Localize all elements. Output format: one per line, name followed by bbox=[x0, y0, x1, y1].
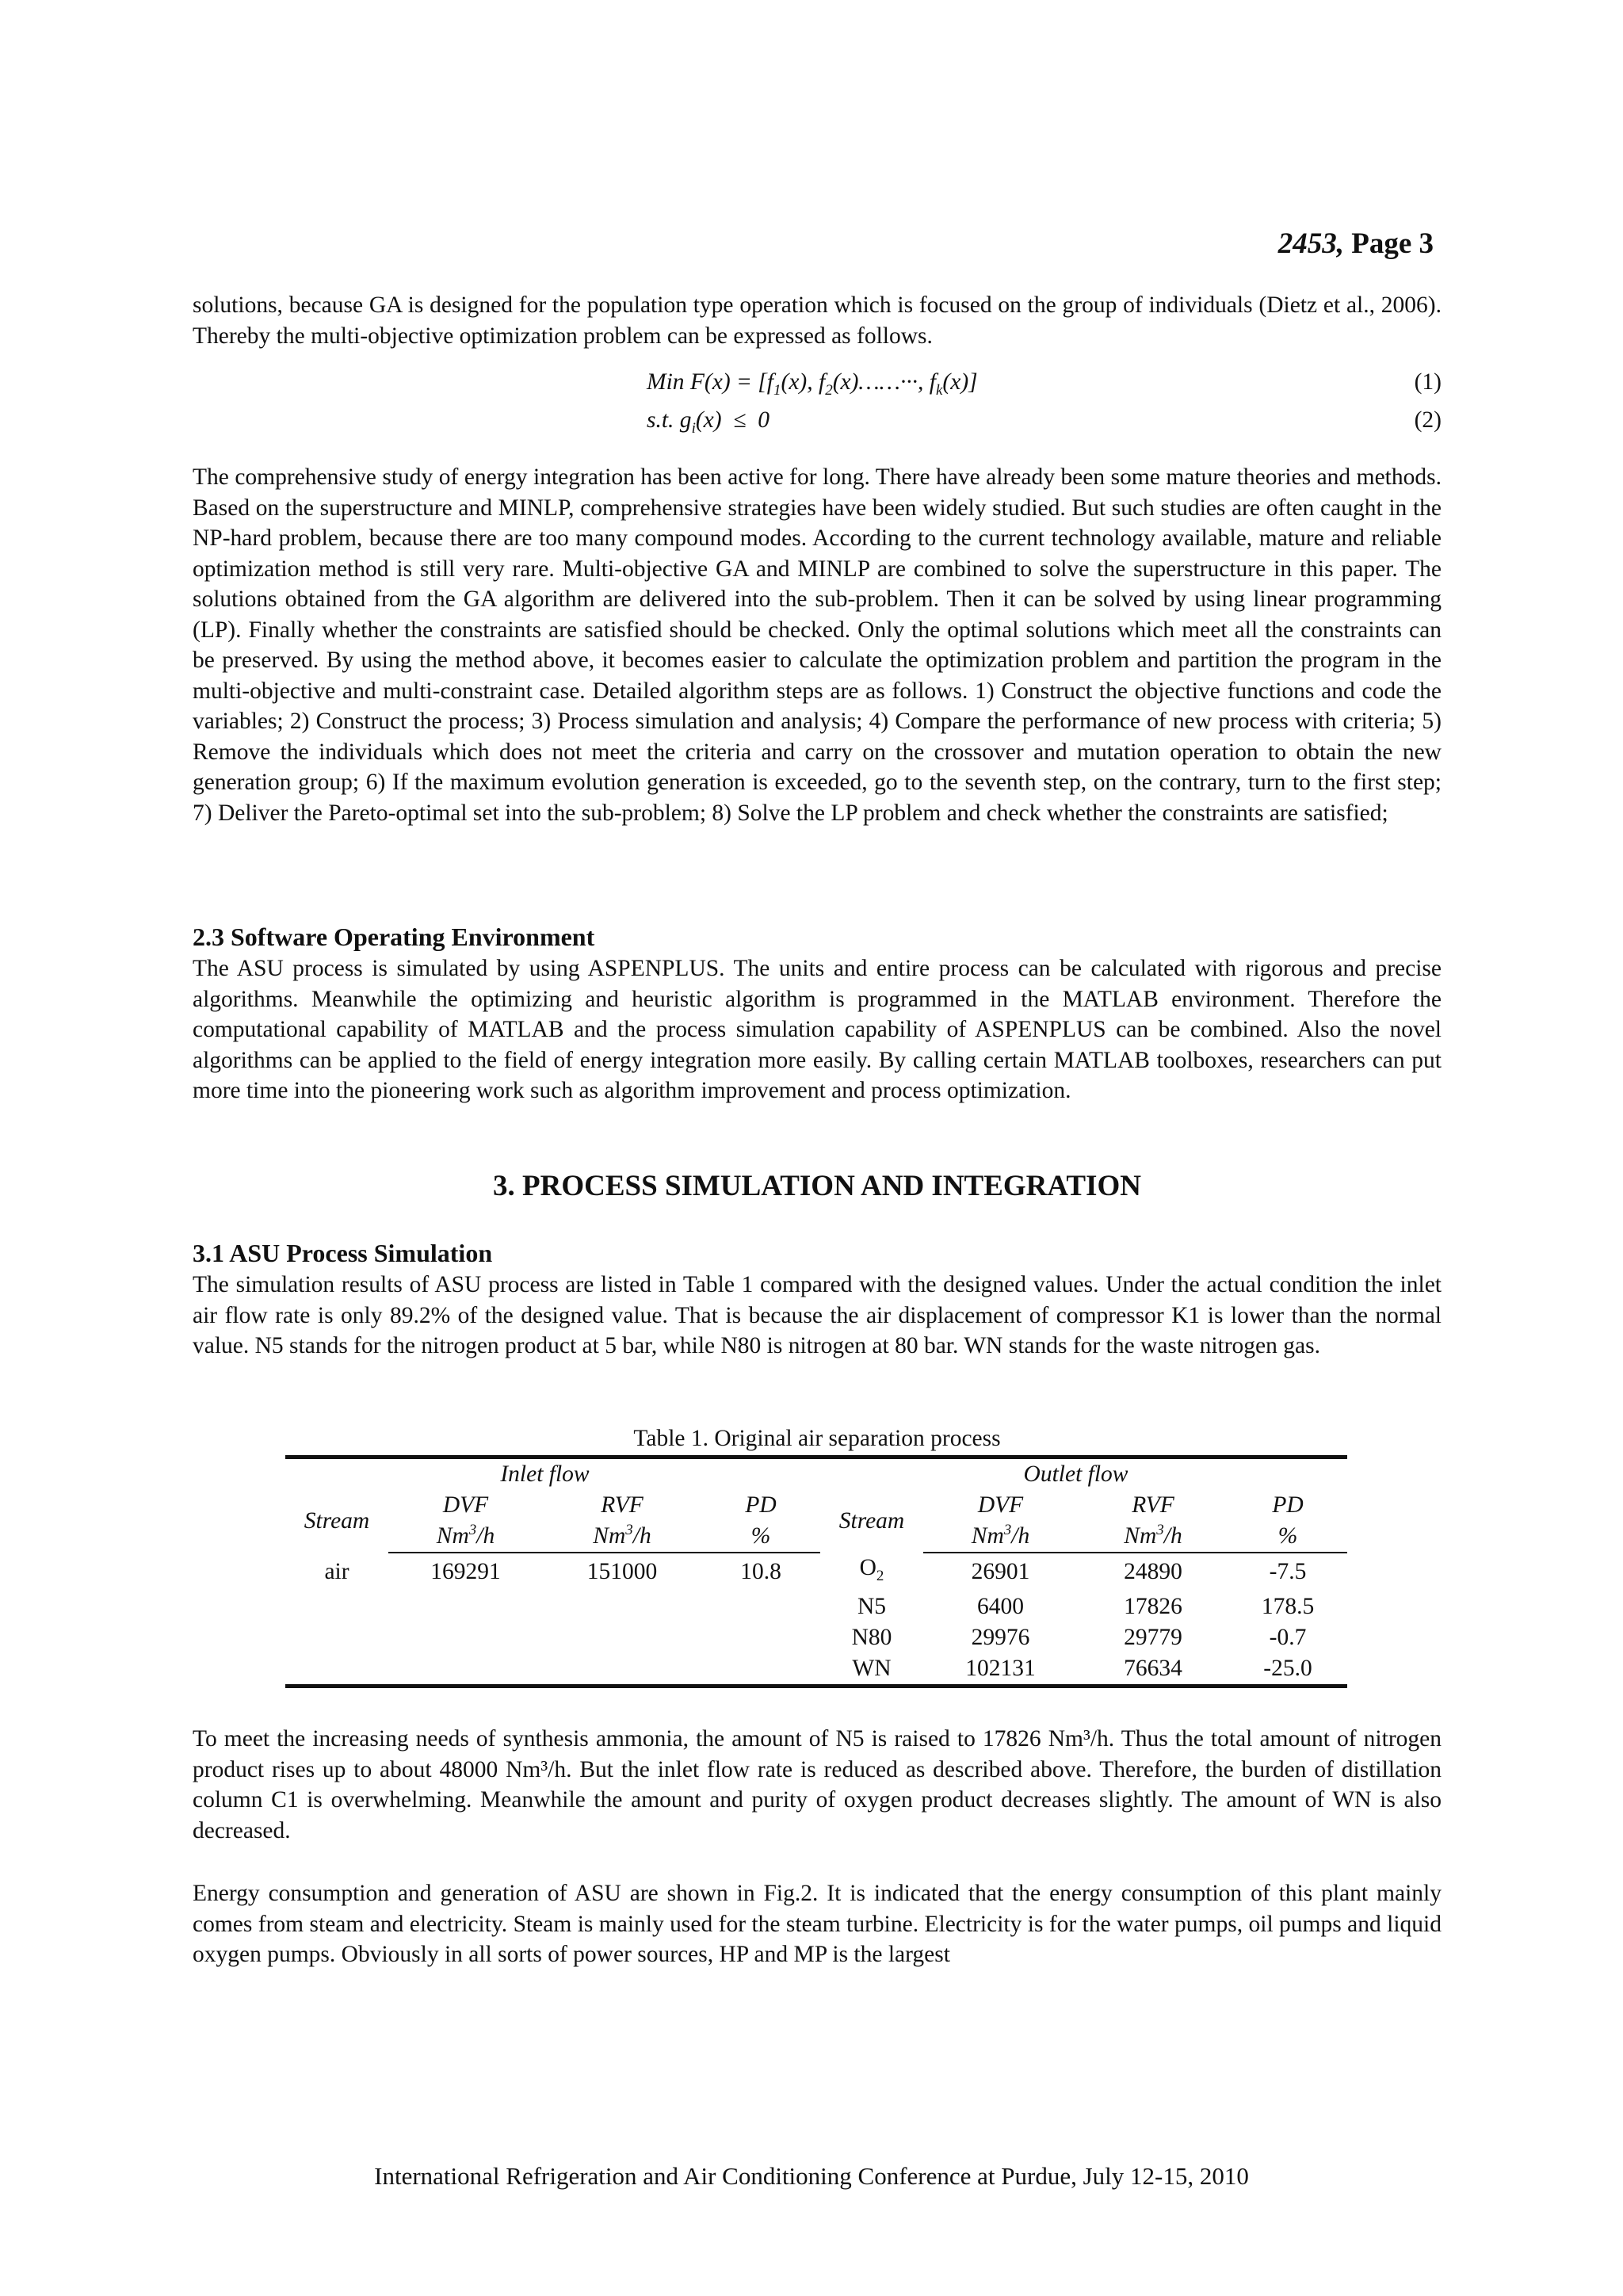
table-1-caption: Table 1. Original air separation process bbox=[633, 1426, 1001, 1451]
inlet-stream: air bbox=[324, 1558, 349, 1584]
inlet-rvf: 151000 bbox=[586, 1559, 658, 1585]
paper-number: 2453, bbox=[1277, 227, 1344, 260]
equation-2-number: (2) bbox=[1414, 407, 1442, 433]
outlet-pd: 178.5 bbox=[1261, 1593, 1315, 1619]
section-2-3-heading: 2.3 Software Operating Environment bbox=[193, 923, 595, 951]
n5-block bbox=[193, 1724, 1442, 1846]
table-row bbox=[285, 1591, 1347, 1622]
outlet-stream: $O_2$ bbox=[859, 1555, 884, 1584]
energy-block bbox=[193, 462, 1442, 828]
unit-pd-inlet: % bbox=[701, 1521, 820, 1553]
col-pd-inlet: PD bbox=[745, 1492, 777, 1518]
equation-2 bbox=[647, 407, 1442, 439]
outlet-dvf: 26901 bbox=[971, 1559, 1030, 1585]
outlet-rvf: 29779 bbox=[1124, 1624, 1182, 1650]
energy2-block bbox=[193, 1878, 1442, 1970]
col-stream-outlet: Stream bbox=[838, 1508, 905, 1534]
section-2-3-block bbox=[193, 953, 1442, 1106]
table-row bbox=[285, 1653, 1347, 1687]
section-3-heading: 3. PROCESS SIMULATION AND INTEGRATION bbox=[493, 1170, 1141, 1202]
energy-paragraph: The comprehensive study of energy integration has been active for long. There have already been some mature theories and methods. Based on the superstructure and MINLP, comprehensive strategies have been widely studied. But such studies are often caught in the NP-hard problem, because there are too many compound modes. According to the current technology available, mature and reliable optimization method is still very rare. Multi-objective GA and MINLP are combined to solve the superstructure in this paper. The solutions obtained from the GA algorithm are delivered into the sub-problem. Then it can be solved by using linear programming (LP). Finally whether the constraints are satisfied should be checked. Only the optimal solutions which meet all the constraints can be preserved. By using the method above, it becomes easier to calculate the optimization problem and partition the program in the multi-objective and multi-constraint case. Detailed algorithm steps are as follows. 1) Construct the objective functions and code the variables; 2) Construct the process; 3) Process simulation and analysis; 4) Compare the performance of new process with criteria; 5) Remove the individuals which does not meet the criteria and carry on the crossover and mutation operation to obtain the new generation group; 6) If the maximum evolution generation is exceeded, go to the seventh step, on the contrary, turn to the first step; 7) Deliver the Pareto-optimal set into the sub-problem; 8) Solve the LP problem and check whether the constraints are satisfied; bbox=[193, 464, 1442, 826]
outlet-rvf: 17826 bbox=[1124, 1593, 1182, 1619]
unit-pd-outlet: % bbox=[1228, 1521, 1347, 1553]
equation-2-text: s.t. $g_i(x) \le 0$ bbox=[647, 407, 770, 437]
table-row bbox=[285, 1553, 1347, 1591]
equation-1-text: Min $F(x) = [f_1(x)$, $f_2(x)\dots\dots\cdot\cdot\cdot$, $f_k(x)$] bbox=[647, 369, 978, 399]
footer: International Refrigeration and Air Conditioning Conference at Purdue, July 12-15, 2010 bbox=[374, 2162, 1249, 2190]
unit-rvf-inlet: Nm$^3$/h bbox=[543, 1521, 701, 1553]
table-1 bbox=[285, 1455, 1347, 1688]
section-3-1-block bbox=[193, 1270, 1442, 1362]
col-dvf-inlet: DVF bbox=[442, 1492, 489, 1518]
col-rvf-outlet: RVF bbox=[1132, 1492, 1174, 1518]
inlet-pd: 10.8 bbox=[740, 1559, 781, 1585]
inlet-dvf: 169291 bbox=[430, 1559, 501, 1585]
outlet-dvf: 6400 bbox=[977, 1593, 1024, 1619]
outlet-rvf: 24890 bbox=[1124, 1559, 1182, 1585]
outlet-stream: WN bbox=[820, 1653, 923, 1687]
intro-paragraph: solutions, because GA is designed for the population type operation which is focused on the group of individuals (Dietz et al., 2006). Thereby the multi-objective optimization problem can be expressed as follows. bbox=[193, 292, 1442, 349]
page-header bbox=[1278, 227, 1434, 261]
col-pd-outlet: PD bbox=[1272, 1492, 1304, 1518]
intro-block bbox=[193, 290, 1442, 351]
col-rvf-inlet: RVF bbox=[601, 1492, 643, 1518]
outlet-dvf: 29976 bbox=[971, 1624, 1030, 1650]
col-stream-inlet: Stream bbox=[304, 1508, 370, 1534]
table-header-units bbox=[285, 1521, 1347, 1553]
page-label: Page 3 bbox=[1351, 227, 1434, 260]
outlet-rvf: 76634 bbox=[1078, 1653, 1228, 1687]
equation-1 bbox=[647, 369, 1442, 401]
section-2-3-paragraph: The ASU process is simulated by using ASPENPLUS. The units and entire process can be calculated with rigorous and precise algorithms. Meanwhile the optimizing and heuristic algorithm is programmed in the MATLAB environment. Therefore the computational capability of MATLAB and the process simulation capability of ASPENPLUS can be combined. Also the novel algorithms can be applied to the field of energy integration more easily. By calling certain MATLAB toolboxes, researchers can put more time into the pioneering work such as algorithm improvement and process optimization. bbox=[193, 956, 1442, 1103]
unit-dvf-inlet: Nm$^3$/h bbox=[388, 1521, 543, 1553]
unit-dvf-outlet: Nm$^3$/h bbox=[923, 1521, 1078, 1553]
unit-rvf-outlet: Nm$^3$/h bbox=[1078, 1521, 1228, 1553]
outlet-dvf: 102131 bbox=[923, 1653, 1078, 1687]
outlet-pd: -7.5 bbox=[1269, 1559, 1307, 1585]
col-dvf-outlet: DVF bbox=[977, 1492, 1024, 1518]
table-header-group bbox=[285, 1457, 1347, 1491]
outlet-flow-label: Outlet flow bbox=[923, 1457, 1228, 1491]
outlet-stream: N5 bbox=[857, 1593, 887, 1619]
outlet-pd: -25.0 bbox=[1228, 1653, 1347, 1687]
energy2-paragraph: Energy consumption and generation of ASU are shown in Fig.2. It is indicated that the energy consumption of this plant mainly comes from steam and electricity. Steam is mainly used for the steam turbine. Electricity is for the water pumps, oil pumps and liquid oxygen pumps. Obviously in all sorts of power sources, HP and MP is the largest bbox=[193, 1881, 1442, 1967]
equation-1-number: (1) bbox=[1414, 369, 1442, 395]
section-3-1-heading: 3.1 ASU Process Simulation bbox=[193, 1239, 493, 1267]
table-row bbox=[285, 1622, 1347, 1653]
outlet-pd: -0.7 bbox=[1269, 1624, 1307, 1650]
inlet-flow-label: Inlet flow bbox=[388, 1457, 701, 1491]
table-header-cols bbox=[285, 1490, 1347, 1521]
n5-paragraph: To meet the increasing needs of synthesis ammonia, the amount of N5 is raised to 17826 Nm³/h. Thus the total amount of nitrogen product rises up to about 48000 Nm³/h. But the inlet flow rate is reduced as described above. Therefore, the burden of distillation column C1 is overwhelming. Meanwhile the amount and purity of oxygen product decreases slightly. The amount of WN is also decreased. bbox=[193, 1726, 1442, 1843]
section-3-1-paragraph: The simulation results of ASU process are listed in Table 1 compared with the designed values. Under the actual condition the inlet air flow rate is only 89.2% of the designed value. That is because the air displacement of compressor K1 is lower than the normal value. N5 stands for the nitrogen product at 5 bar, while N80 is nitrogen at 80 bar. WN stands for the waste nitrogen gas. bbox=[193, 1272, 1442, 1358]
outlet-stream: N80 bbox=[851, 1624, 892, 1650]
